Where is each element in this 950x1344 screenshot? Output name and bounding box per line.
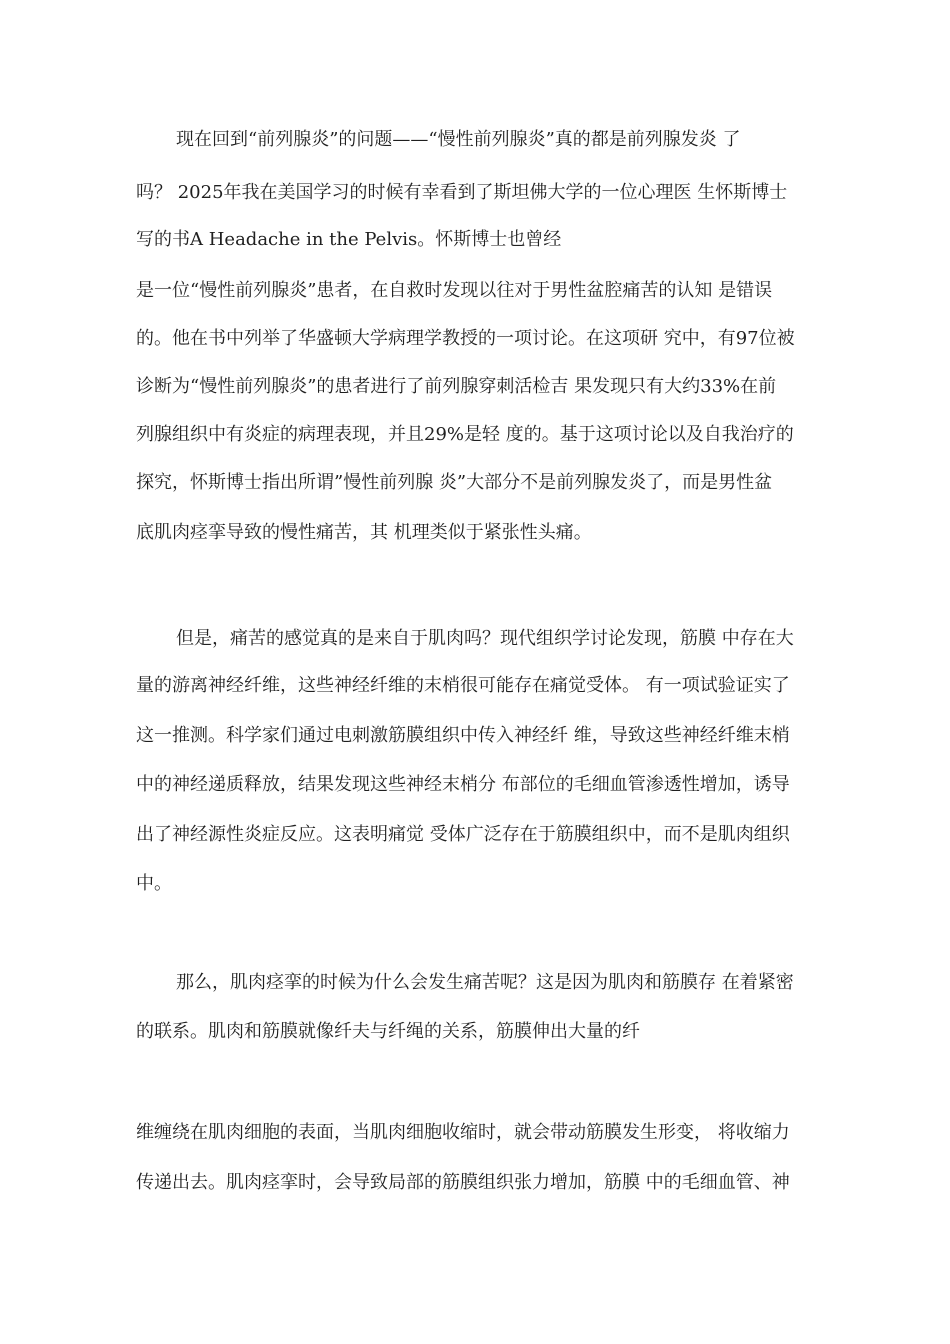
paragraph-5-line-1: 维缠绕在肌肉细胞的表面，当肌肉细胞收缩时，就会带动筋膜发生形变， 将收缩力 xyxy=(136,1122,790,1143)
paragraph-3-line-3: 这一推测。科学家们通过电刺激筋膜组织中传入神经纤 维，导致这些神经纤维末梢 xyxy=(136,725,790,746)
paragraph-4-line-1: 那么，肌肉痉挛的时候为什么会发生痛苦呢？这是因为肌肉和筋膜存 在着紧密 xyxy=(176,972,794,993)
paragraph-2-line-1: 是一位“慢性前列腺炎”患者，在自救时发现以往对于男性盆腔痛苦的认知 是错误 xyxy=(136,280,773,301)
paragraph-1-line-3: 写的书A Headache in the Pelvis。怀斯博士也曾经 xyxy=(136,229,562,250)
paragraph-3-line-4: 中的神经递质释放，结果发现这些神经末梢分 布部位的毛细血管渗透性增加，诱导 xyxy=(136,774,790,795)
paragraph-4-line-2: 的联系。肌肉和筋膜就像纤夫与纤绳的关系，筋膜伸出大量的纤 xyxy=(136,1021,640,1042)
paragraph-2-line-5: 探究，怀斯博士指出所谓”慢性前列腺 炎”大部分不是前列腺发炎了，而是男性盆 xyxy=(136,472,773,493)
paragraph-3-line-2: 量的游离神经纤维，这些神经纤维的末梢很可能存在痛觉受体。 有一项试验证实了 xyxy=(136,675,790,696)
paragraph-2-line-6: 底肌肉痉挛导致的慢性痛苦，其 机理类似于紧张性头痛。 xyxy=(136,522,592,543)
paragraph-3-line-5: 出了神经源性炎症反应。这表明痛觉 受体广泛存在于筋膜组织中，而不是肌肉组织 xyxy=(136,824,790,845)
paragraph-2-line-4: 列腺组织中有炎症的病理表现，并且29%是轻 度的。基于这项讨论以及自我治疗的 xyxy=(136,424,794,445)
paragraph-1-line-2: 吗？ 2025年我在美国学习的时候有幸看到了斯坦佛大学的一位心理医 生怀斯博士 xyxy=(136,182,788,203)
paragraph-5-line-2: 传递出去。肌肉痉挛时，会导致局部的筋膜组织张力增加，筋膜 中的毛细血管、神 xyxy=(136,1172,790,1193)
paragraph-2-line-2: 的。他在书中列举了华盛顿大学病理学教授的一项讨论。在这项研 究中，有97位被 xyxy=(136,328,795,349)
paragraph-3-line-1: 但是，痛苦的感觉真的是来自于肌肉吗？现代组织学讨论发现，筋膜 中存在大 xyxy=(176,628,794,649)
paragraph-3-line-6: 中。 xyxy=(136,873,172,894)
paragraph-2-line-3: 诊断为“慢性前列腺炎”的患者进行了前列腺穿刺活检吉 果发现只有大约33%在前 xyxy=(136,376,777,397)
paragraph-1-line-1: 现在回到“前列腺炎”的问题——“慢性前列腺炎”真的都是前列腺发炎 了 xyxy=(176,129,741,150)
